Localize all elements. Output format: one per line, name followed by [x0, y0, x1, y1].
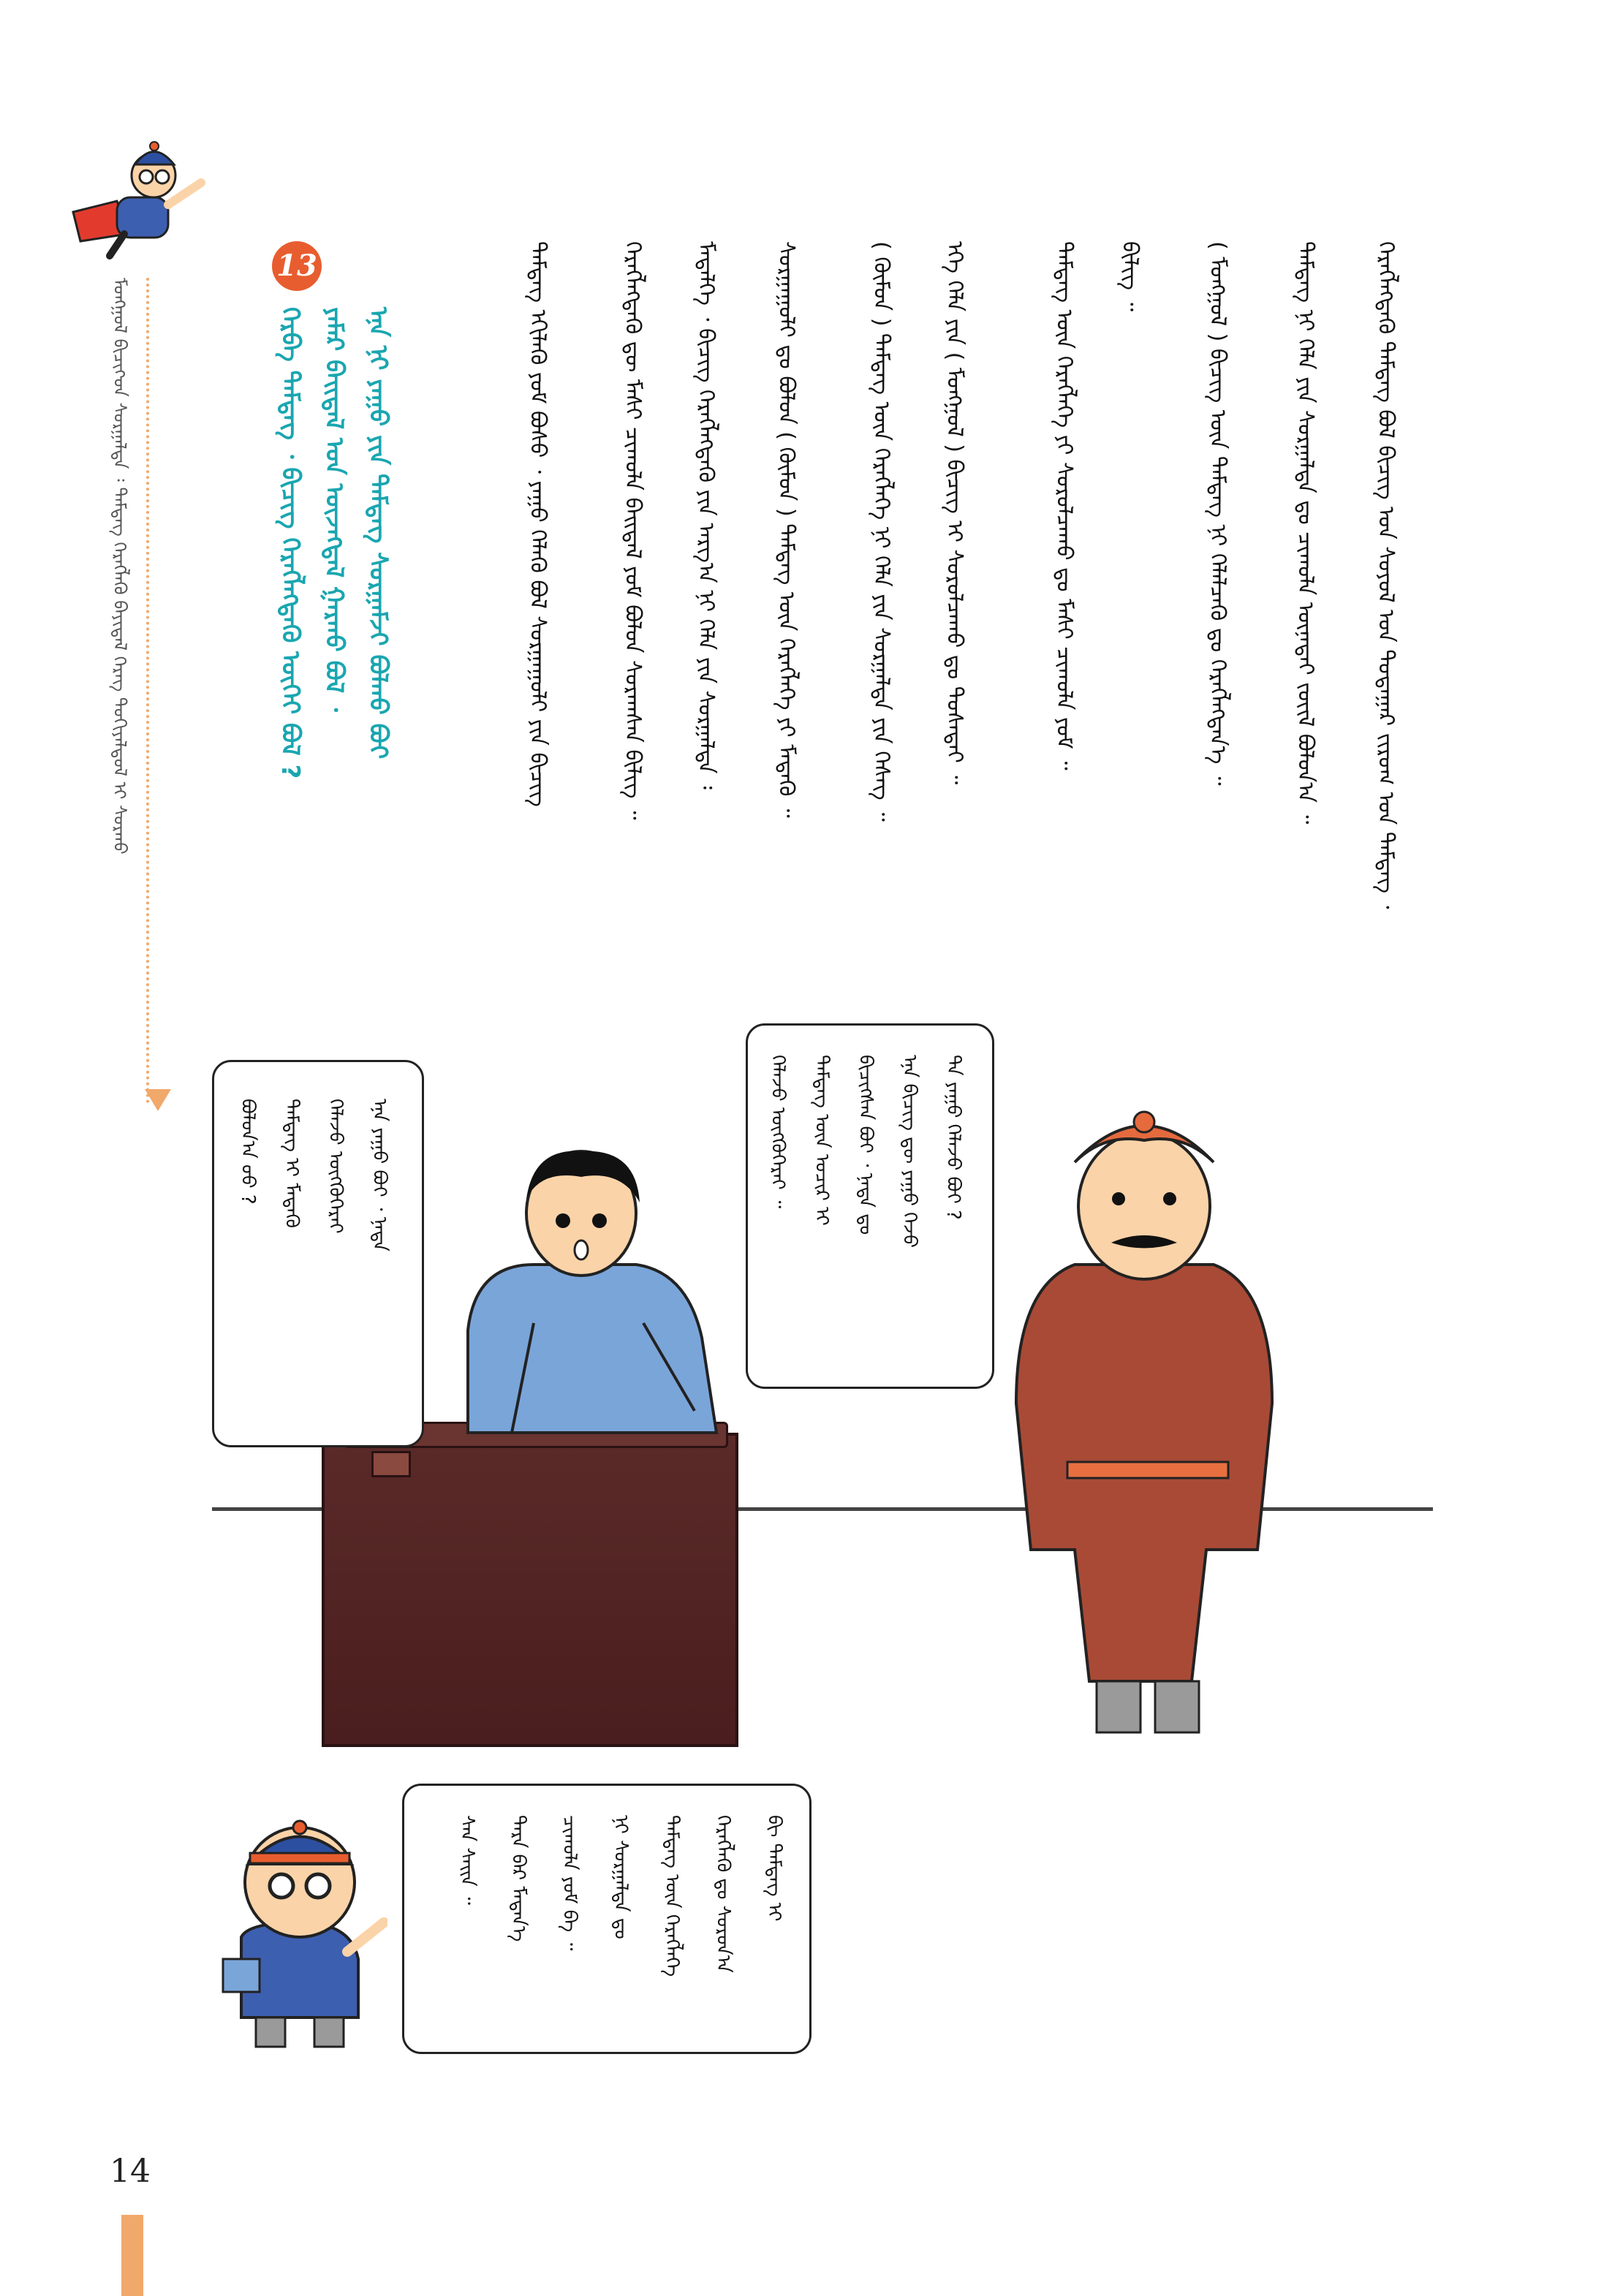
- question-line-3: ᠡᠨᠡ ᠨᠢ ᠶᠠᠭᠤ ᠶᠢᠨ ᠲᠡᠮᠳᠡᠭ᠌ ᠰᠤᠷᠭᠠᠮᠵᠢ ᠪᠣᠯᠬᠤ ᠪᠤᠢ: [363, 307, 393, 759]
- page-number: 14: [110, 2153, 151, 2190]
- boy-illustration: [212, 1813, 387, 2061]
- body-line-6: ᠡᠬᠡ ᠬᠡᠯᠡ ᠶᠢᠨ ( ᠮᠣᠩᠭᠣᠯ ) ᠪᠢᠴᠢᠭ᠌ ᠢ ᠰᠤᠷᠤᠯᠴᠠᠬᠤ ᠳᠤ ᠲᠤᠰᠠᠲᠠᠢ ᠃: [942, 241, 967, 785]
- body-line-11: ᠲᠡᠮᠳᠡᠭ᠌ ᠡᠬᠢᠯᠡᠬᠦ ᠶᠤᠮ ᠪᠤᠰᠤ ᠂ ᠶᠠᠭᠤ ᠬᠡᠯᠡᠬᠦ ᠪᠣᠯ ᠰᠤᠷᠭᠠᠭᠤᠯᠢ ᠶᠢᠨ ᠪᠢᠴᠢᠭ᠌: [525, 241, 551, 807]
- bubble-official-line-1: ᠲᠠ ᠶᠠᠭᠤ ᠬᠡᠯᠡᠵᠦ ᠪᠣᠢ ?: [942, 1055, 964, 1220]
- body-line-7: ( ᠬᠦᠮᠦᠨ ) ᠲᠡᠮᠳᠡᠭ᠌ ᠦᠨ ᠬᠡᠷᠡᠭᠯᠡᠭᠡ ᠨᠢ ᠬᠡᠯᠡ ᠶᠢᠨ ᠰᠤᠷᠭᠠᠯᠲᠠ ᠶᠢᠨ ᠬᠡᠰᠡᠭ ᠃: [869, 241, 894, 822]
- flying-boy-illustration: [66, 132, 219, 270]
- bubble-clerk-line-2: ᠬᠡᠯᠡᠵᠦ ᠦᠭᠭᠦᠭᠡᠷᠡᠢ: [325, 1099, 347, 1234]
- bubble-clerk-line-4: ᠪᠣᠯᠤᠨ᠎ᠠ ᠤᠤ ?: [237, 1099, 259, 1205]
- bubble-official-line-2: ᠡᠨᠡ ᠪᠢᠴᠢᠭ᠌ ᠳᠦ ᠶᠠᠭᠤ ᠭᠡᠵᠦ: [898, 1055, 920, 1248]
- body-line-10: ᠬᠡᠷᠡᠭᠯᠡᠭᠳᠡᠬᠦ ᠳᠦ ᠮᠠᠰᠢ ᠴᠢᠬᠤᠯᠠ ᠪᠠᠢᠳᠠᠯ ᠶᠤᠮ ᠪᠣᠯᠤᠨ ᠰᠤᠷᠠᠭᠰᠠᠨ ᠪᠢᠯᠢᠭ ᠃: [620, 241, 646, 820]
- running-header: ᠮᠣᠩᠭᠣᠯ ᠪᠢᠴᠢᠭ᠌ᠤᠨ ᠰᠤᠷᠭᠠᠯᠲᠠ ᠄ ᠲᠡᠮᠳᠡᠭ᠌ ᠬᠡᠷᠡᠭᠯᠡᠬᠦ ᠪᠠᠶᠢᠳᠠᠯ ᠬᠡᠷᠡᠭ ᠲᠣᠬᠢᠶᠠᠯᠳᠤᠯ ᠢ ᠰᠤᠷᠬᠤ: [110, 278, 130, 855]
- body-line-2: ᠲᠡᠮᠳᠡᠭ᠌ ᠨᠢ ᠬᠡᠯᠡ ᠶᠢᠨ ᠰᠤᠷᠭᠠᠯᠲᠠ ᠳᠤ ᠴᠢᠬᠤᠯᠠ ᠦᠨᠡᠲᠡᠢ ᠵᠦᠢᠯ ᠪᠣᠯᠤᠨ᠎ᠠ ᠃: [1293, 241, 1318, 825]
- bubble-boy-line-4: ᠨᠢ ᠰᠤᠷᠭᠠᠯᠲᠠ ᠳᠤ: [610, 1815, 632, 1939]
- page-footer-bar: [121, 2215, 143, 2296]
- speech-bubble-clerk: [212, 1060, 424, 1447]
- clerk-illustration: [424, 1140, 746, 1491]
- speech-bubble-boy: [402, 1784, 812, 2054]
- body-line-3: ( ᠮᠣᠩᠭᠣᠯ ) ᠪᠢᠴᠢᠭ᠌ ᠦᠨ ᠲᠡᠮᠳᠡᠭ᠌ ᠨᠢ ᠬᠡᠯᠡᠯᠴᠡᠬᠦ ᠳᠤ ᠬᠡᠷᠡᠭᠯᠡᠭᠳᠡᠨ᠎ᠡ ᠃: [1205, 241, 1230, 786]
- body-line-5: ᠲᠡᠮᠳᠡᠭ᠌ ᠦᠨ ᠬᠡᠷᠡᠭᠯᠡᠭᠡ ᠶᠢ ᠰᠤᠷᠤᠯᠴᠠᠬᠤ ᠳᠤ ᠮᠠᠰᠢ ᠴᠢᠬᠤᠯᠠ ᠶᠤᠮ ᠃: [1051, 241, 1077, 770]
- bubble-boy-line-7: ᠰᠡᠨ ᠰᠠᠢᠨ ᠃: [456, 1815, 478, 1906]
- body-line-8: ᠰᠤᠷᠭᠠᠭᠤᠯᠢ ᠳᠤ ᠪᠣᠯᠤᠨ ( ᠬᠦᠮᠦᠨ ) ᠲᠡᠮᠳᠡᠭ᠌ ᠦᠨ ᠬᠡᠷᠡᠭᠯᠡᠭᠡ ᠶᠢ ᠮᠡᠳᠡᠬᠦ ᠃: [773, 241, 799, 818]
- bubble-boy-line-3: ᠲᠡᠮᠳᠡᠭ᠌ ᠦᠨ ᠬᠡᠷᠡᠭᠯᠡᠭᠡ: [661, 1815, 683, 1977]
- speech-bubble-official: [746, 1023, 994, 1389]
- bubble-clerk-line-3: ᠲᠡᠮᠳᠡᠭ᠌ ᠢ ᠮᠡᠳᠡᠬᠦ: [281, 1099, 303, 1228]
- question-number-badge: 13: [272, 241, 322, 291]
- question-line-2: ᠶᠠᠮᠠᠷ ᠪᠠᠢᠳᠠᠯ ᠤᠨ ᠦᠵᠡᠭᠳᠡᠯ ᠭᠠᠷᠬᠤ ᠪᠣᠯ ᠂: [319, 307, 349, 712]
- header-arrow-icon: [145, 1089, 171, 1111]
- body-line-9: ᠮᠡᠳᠡᠯᠭᠡ ᠂ ᠪᠢᠴᠢᠭ᠌ ᠬᠡᠷᠡᠭᠯᠡᠭᠳᠡᠬᠦ ᠶᠢᠨ ᠠᠷᠭ᠎ᠠ ᠨᠢ ᠬᠡᠯᠡ ᠶᠢᠨ ᠰᠤᠷᠭᠠᠯᠲᠠ ᠄: [693, 241, 719, 790]
- bubble-clerk-line-1: ᠡᠨᠡ ᠶᠠᠭᠤ ᠪᠤᠢ ᠂ ᠨᠠᠳᠠ: [368, 1099, 390, 1251]
- bubble-official-line-3: ᠪᠢᠴᠢᠭᠰᠡᠨ ᠪᠣᠢ ᠂ ᠨᠠᠳᠠ ᠳᠤ: [855, 1055, 877, 1235]
- bubble-official-line-4: ᠲᠡᠮᠳᠡᠭ᠌ ᠦᠨ ᠤᠴᠢᠷ ᠢ: [811, 1055, 833, 1226]
- stamp-icon: [371, 1451, 411, 1477]
- bubble-boy-line-5: ᠴᠢᠬᠤᠯᠠ ᠶᠤᠮ ᠪᠠ ᠃: [559, 1815, 580, 1951]
- body-line-4: ᠪᠢᠯᠢᠭ ᠃: [1117, 241, 1143, 312]
- header-dotted-line: [146, 278, 149, 1104]
- question-line-1: ᠬᠡᠷᠪᠡ ᠲᠡᠮᠳᠡᠭ᠌ ᠂ ᠪᠢᠴᠢᠭ᠌ ᠬᠡᠷᠡᠭᠯᠡᠭᠳᠡᠬᠦ ᠦᠭᠡᠢ ᠪᠣᠯ ?: [276, 307, 305, 779]
- bubble-boy-line-2: ᠬᠡᠷᠡᠭᠯᠡᠬᠦ ᠳᠤ ᠰᠤᠷᠤᠨ᠎ᠠ: [712, 1815, 734, 1973]
- bubble-boy-line-6: ᠲᠡᠷᠡ ᠪᠠᠷ ᠮᠡᠳᠡᠨ᠎ᠡ: [507, 1815, 529, 1942]
- bubble-boy-line-1: ᠪᠢ ᠲᠡᠮᠳᠡᠭ᠌ ᠢ: [763, 1815, 785, 1922]
- bubble-official-line-5: ᠬᠡᠯᠡᠵᠦ ᠦᠭᠭᠦᠭᠡᠷᠡᠢ ᠃: [767, 1055, 789, 1209]
- official-illustration: [965, 1096, 1331, 1754]
- body-line-1: ᠬᠡᠷᠡᠭᠯᠡᠭᠳᠡᠬᠦ ᠲᠡᠮᠳᠡᠭ᠌ ᠪᠣᠯ ᠪᠢᠴᠢᠭ᠌ ᠤᠨ ᠰᠣᠶᠣᠯ ᠤᠨ ᠳᠤᠲᠠᠭᠠᠷ ᠵᠢᠷᠤᠭ ᠤᠨ ᠲᠡᠮᠳᠡᠭ᠌ ᠂: [1373, 241, 1399, 909]
